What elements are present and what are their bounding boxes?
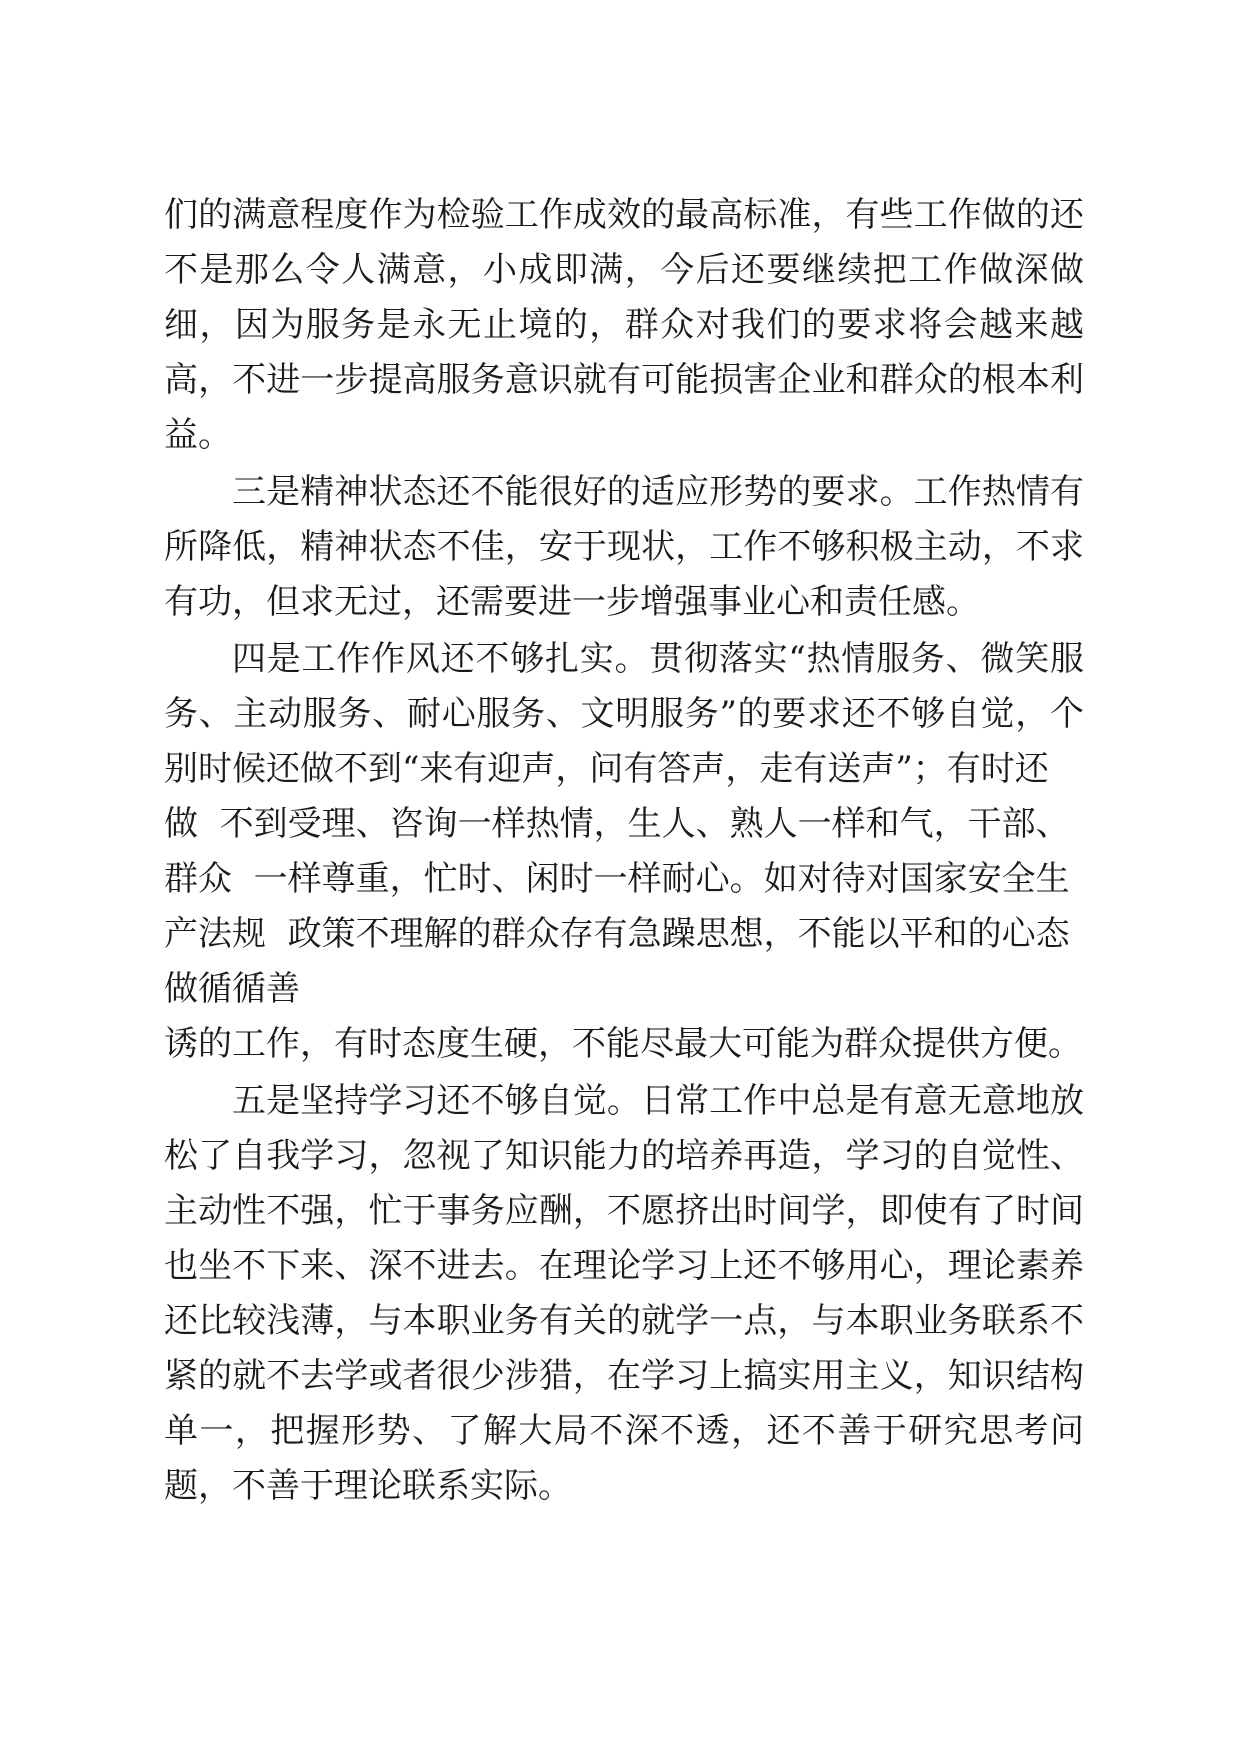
text-line: 诱的工作，有时态度生硬，不能尽最大可能为群众提供方便。	[164, 1024, 1082, 1064]
text-line: 题，不善于理论联系实际。	[164, 1466, 572, 1506]
text-line: 别时候还做不到“来有迎声，问有答声，走有送声”；有时还	[164, 749, 1049, 789]
text-line: 单一，把握形势、了解大局不深不透，还不善于研究思考问	[164, 1411, 1084, 1451]
text-line: 细，因为服务是永无止境的，群众对我们的要求将会越来越	[164, 305, 1084, 345]
text-line: 有功，但求无过，还需要进一步增强事业心和责任感。	[164, 582, 980, 622]
text-line: 务、主动服务、耐心服务、文明服务”的要求还不够自觉，个	[164, 694, 1084, 734]
text-line: 紧的就不去学或者很少涉猎，在学习上搞实用主义，知识结构	[164, 1356, 1084, 1396]
text-line: 主动性不强，忙于事务应酬，不愿挤出时间学，即使有了时间	[164, 1191, 1084, 1231]
text-line: 做循循善	[164, 969, 300, 1009]
text-line: 产法规 政策不理解的群众存有急躁思想，不能以平和的心态	[164, 914, 1070, 954]
text-line: 们的满意程度作为检验工作成效的最高标准，有些工作做的还	[164, 195, 1084, 235]
text-line: 所降低，精神状态不佳，安于现状，工作不够积极主动，不求	[164, 527, 1084, 567]
text-line: 益。	[164, 415, 232, 455]
text-line: 还比较浅薄，与本职业务有关的就学一点，与本职业务联系不	[164, 1301, 1084, 1341]
text-line: 高，不进一步提高服务意识就有可能损害企业和群众的根本利	[164, 360, 1084, 400]
paragraph-5-start: 五是坚持学习还不够自觉。日常工作中总是有意无意地放	[232, 1081, 1084, 1121]
text-line: 做 不到受理、咨询一样热情，生人、熟人一样和气，干部、	[164, 804, 1070, 844]
text-line: 松了自我学习，忽视了知识能力的培养再造，学习的自觉性、	[164, 1136, 1084, 1176]
body-text	[164, 188, 1084, 1514]
text-line: 不是那么令人满意，小成即满，今后还要继续把工作做深做	[164, 250, 1084, 290]
text-line: 也坐不下来、深不进去。在理论学习上还不够用心，理论素养	[164, 1246, 1084, 1286]
text-line: 群众 一样尊重，忙时、闲时一样耐心。如对待对国家安全生	[164, 859, 1070, 899]
paragraph-3-start: 三是精神状态还不能很好的适应形势的要求。工作热情有	[232, 472, 1084, 512]
paragraph-4-start: 四是工作作风还不够扎实。贯彻落实“热情服务、微笑服	[232, 639, 1084, 679]
